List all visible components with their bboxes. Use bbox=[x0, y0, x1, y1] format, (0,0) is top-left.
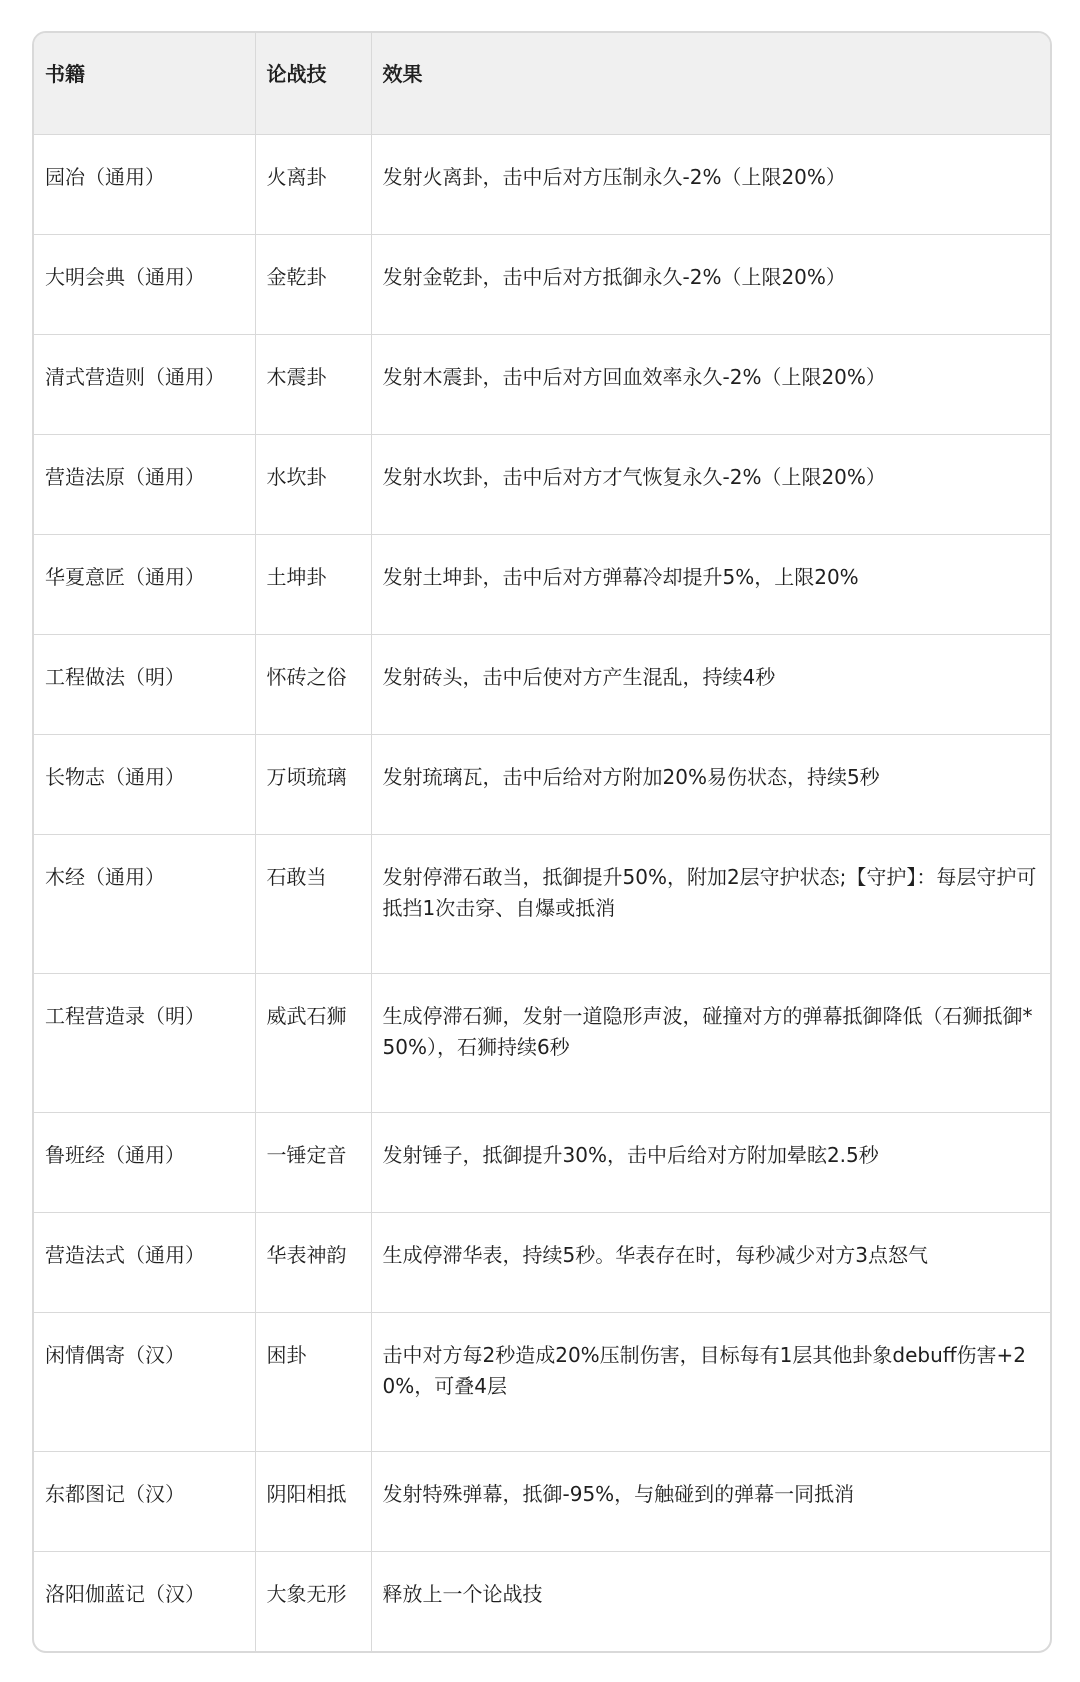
cell-effect: 击中对方每2秒造成20%压制伤害，目标每有1层其他卦象debuff伤害+20%，可叠4层 bbox=[371, 1312, 1050, 1451]
cell-book: 鲁班经（通用） bbox=[34, 1112, 255, 1212]
table-row bbox=[34, 134, 1050, 234]
cell-effect: 发射金乾卦，击中后对方抵御永久-2%（上限20%） bbox=[371, 234, 1050, 334]
cell-skill: 困卦 bbox=[255, 1312, 371, 1451]
header-book: 书籍 bbox=[34, 33, 255, 134]
table-row bbox=[34, 973, 1050, 1112]
cell-effect: 发射砖头，击中后使对方产生混乱，持续4秒 bbox=[371, 634, 1050, 734]
cell-effect: 释放上一个论战技 bbox=[382, 1581, 543, 1606]
cell-book: 闲情偶寄（汉） bbox=[34, 1312, 255, 1451]
skills-table bbox=[32, 31, 1052, 1653]
cell-book: 东都图记（汉） bbox=[34, 1451, 255, 1551]
table-row bbox=[34, 634, 1050, 734]
cell-book: 工程营造录（明） bbox=[34, 973, 255, 1112]
cell-book: 清式营造则（通用） bbox=[34, 334, 255, 434]
cell-book: 大明会典（通用） bbox=[34, 234, 255, 334]
cell-book: 营造法原（通用） bbox=[34, 434, 255, 534]
cell-skill: 木震卦 bbox=[255, 334, 371, 434]
table-row bbox=[34, 534, 1050, 634]
cell-book: 华夏意匠（通用） bbox=[34, 534, 255, 634]
cell-skill: 威武石狮 bbox=[255, 973, 371, 1112]
cell-effect: 发射停滞石敢当，抵御提升50%，附加2层守护状态;【守护】：每层守护可抵挡1次击穿、自爆或抵消 bbox=[371, 834, 1050, 973]
header-effect: 效果 bbox=[371, 33, 1050, 134]
cell-skill: 土坤卦 bbox=[255, 534, 371, 634]
cell-effect: 发射锤子，抵御提升30%，击中后给对方附加晕眩2.5秒 bbox=[371, 1112, 1050, 1212]
cell-effect: 发射特殊弹幕，抵御-95%，与触碰到的弹幕一同抵消 bbox=[371, 1451, 1050, 1551]
cell-book: 长物志（通用） bbox=[34, 734, 255, 834]
table-row bbox=[34, 334, 1050, 434]
cell-skill: 怀砖之俗 bbox=[255, 634, 371, 734]
table-row bbox=[34, 434, 1050, 534]
cell-effect: 发射火离卦，击中后对方压制永久-2%（上限20%） bbox=[371, 134, 1050, 234]
cell-skill: 石敢当 bbox=[255, 834, 371, 973]
table-row bbox=[34, 734, 1050, 834]
cell-effect: 发射木震卦，击中后对方回血效率永久-2%（上限20%） bbox=[371, 334, 1050, 434]
cell-book: 洛阳伽蓝记（汉） bbox=[34, 1551, 255, 1651]
cell-skill: 火离卦 bbox=[255, 134, 371, 234]
header-skill: 论战技 bbox=[255, 33, 371, 134]
table-row bbox=[34, 1112, 1050, 1212]
cell-skill: 金乾卦 bbox=[255, 234, 371, 334]
skills-table-grid bbox=[34, 33, 1050, 1651]
cell-skill: 万顷琉璃 bbox=[255, 734, 371, 834]
cell-book: 营造法式（通用） bbox=[34, 1212, 255, 1312]
cell-effect: 生成停滞石狮，发射一道隐形声波，碰撞对方的弹幕抵御降低（石狮抵御*50%），石狮持续6秒 bbox=[371, 973, 1050, 1112]
table-header-row bbox=[34, 33, 1050, 134]
cell-skill: 华表神韵 bbox=[255, 1212, 371, 1312]
table-row bbox=[34, 1551, 1050, 1651]
table-row bbox=[34, 1312, 1050, 1451]
cell-skill: 大象无形 bbox=[255, 1551, 371, 1651]
cell-skill: 水坎卦 bbox=[255, 434, 371, 534]
cell-effect: 发射土坤卦，击中后对方弹幕冷却提升5%，上限20% bbox=[371, 534, 1050, 634]
cell-skill: 阴阳相抵 bbox=[255, 1451, 371, 1551]
table-row bbox=[34, 1451, 1050, 1551]
cell-effect: 发射琉璃瓦，击中后给对方附加20%易伤状态，持续5秒 bbox=[371, 734, 1050, 834]
cell-book: 工程做法（明） bbox=[34, 634, 255, 734]
cell-book: 园冶（通用） bbox=[34, 134, 255, 234]
cell-book: 木经（通用） bbox=[34, 834, 255, 973]
cell-effect: 发射水坎卦，击中后对方才气恢复永久-2%（上限20%） bbox=[371, 434, 1050, 534]
table-row bbox=[34, 1212, 1050, 1312]
table-row bbox=[34, 234, 1050, 334]
table-row bbox=[34, 834, 1050, 973]
cell-effect: 生成停滞华表，持续5秒。华表存在时，每秒减少对方3点怒气 bbox=[371, 1212, 1050, 1312]
cell-skill: 一锤定音 bbox=[255, 1112, 371, 1212]
